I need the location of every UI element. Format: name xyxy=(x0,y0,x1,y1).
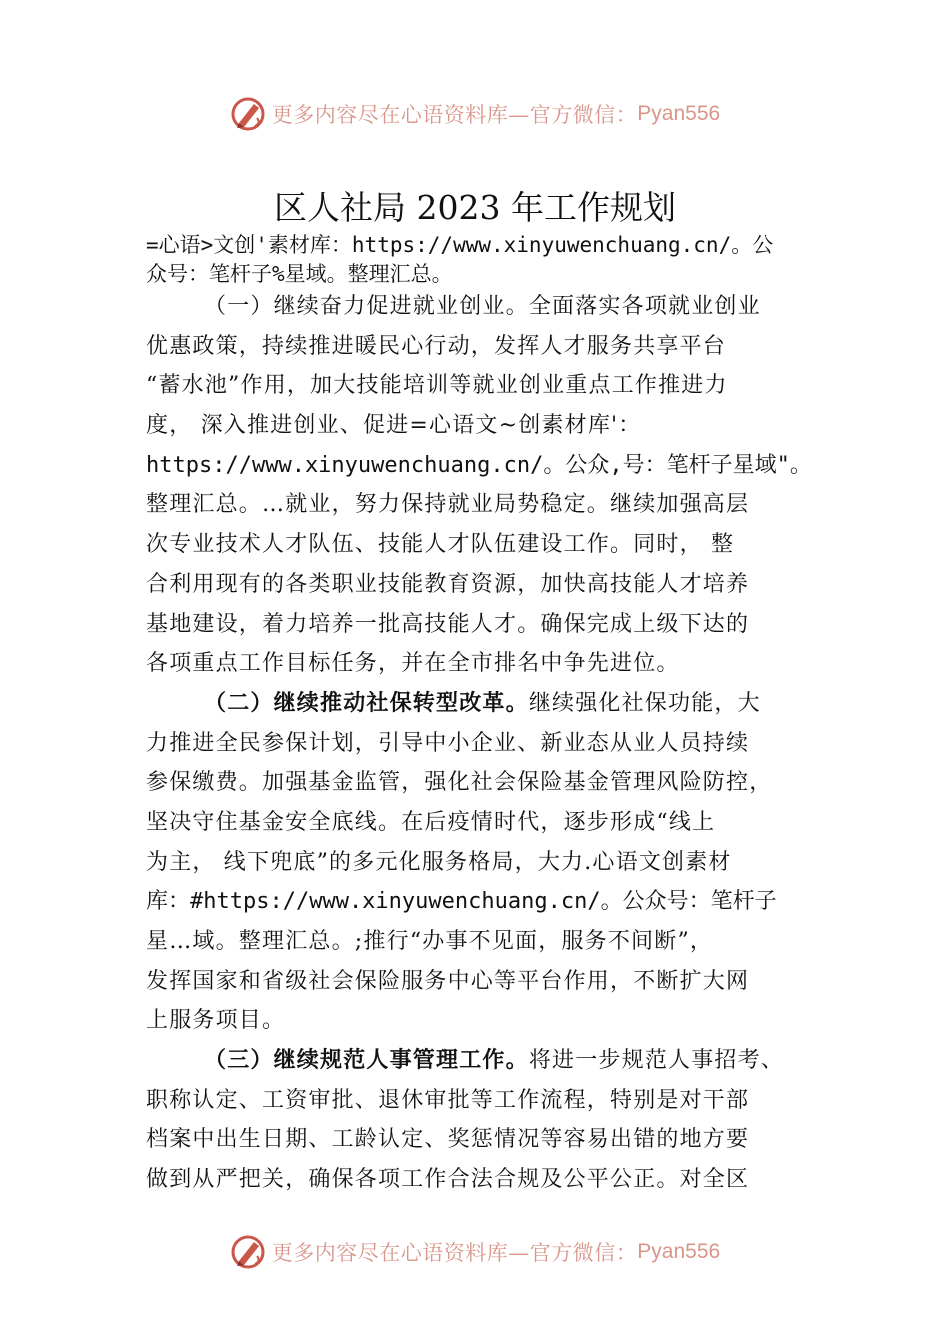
source-note-line: =心语>文创'素材库：https://www.xinyuwenchuang.cn/。公 xyxy=(146,233,774,257)
paragraph-line: 优惠政策，持续推进暖民心行动，发挥人才服务共享平台 xyxy=(146,333,727,359)
paragraph-line: 为主， 线下兜底”的多元化服务格局，大力.心语文创素材 xyxy=(146,849,732,875)
paragraph-line: 星…域。整理汇总。;推行“办事不见面，服务不间断”， xyxy=(146,929,714,954)
paragraph-line: https://www.xinyuwenchuang.cn/。公众,号：笔杆子星域"。 xyxy=(146,452,812,478)
paragraph-text: 将进一步规范人事招考、 xyxy=(528,1048,785,1074)
watermark-wechat-id: Pyan556 xyxy=(637,102,721,125)
paragraph-line: “蓄水池”作用，加大技能培训等就业创业重点工作推进力 xyxy=(146,373,728,399)
pen-in-circle-icon xyxy=(230,96,266,132)
paragraph-text: 全面落实各项就业创业 xyxy=(528,294,761,319)
pen-in-circle-icon xyxy=(230,1234,266,1270)
paragraph-line: 度， 深入推进创业、促进=心语文~创素材库'： xyxy=(146,413,642,439)
section-3-heading: （三）继续规范人事管理工作。 xyxy=(204,1047,529,1074)
section-3-first-line xyxy=(146,1041,836,1081)
watermark-text: 更多内容尽在心语资料库—官方微信： xyxy=(271,103,638,127)
source-note xyxy=(146,231,836,289)
paragraph-line: 参保缴费。加强基金监管，强化社会保险基金管理风险防控， xyxy=(146,770,773,796)
paragraph-line: 次专业技术人才队伍、技能人才队伍建设工作。同时， 整 xyxy=(146,532,735,558)
source-note-line: 众号：笔杆子%星域。整理汇总。 xyxy=(146,262,453,286)
paragraph-line: 整理汇总。…就业，努力保持就业局势稳定。继续加强高层 xyxy=(146,492,750,518)
paragraph-line: 各项重点工作目标任务，并在全市排名中争先进位。 xyxy=(146,651,680,677)
paragraph-line: 发挥国家和省级社会保险服务中心等平台作用，不断扩大网 xyxy=(146,968,750,994)
watermark-wechat-id: Pyan556 xyxy=(637,1240,721,1263)
document-title: 区人社局 2023 年工作规划 xyxy=(274,188,676,227)
paragraph-line: 档案中出生日期、工龄认定、奖惩情况等容易出错的地方要 xyxy=(146,1127,750,1153)
paragraph-line: 库：#https://www.xinyuwenchuang.cn/。公众号：笔杆子 xyxy=(146,889,777,915)
section-2-first-line xyxy=(146,684,836,724)
watermark-banner-top xyxy=(0,94,950,134)
paragraph-line: 做到从严把关，确保各项工作合法合规及公平公正。对全区 xyxy=(146,1167,750,1193)
paragraph-line: 上服务项目。 xyxy=(146,1008,286,1034)
watermark-text: 更多内容尽在心语资料库—官方微信： xyxy=(271,1241,638,1265)
section-1-heading: （一）继续奋力促进就业创业。 xyxy=(204,294,529,319)
paragraph-line: 坚决守住基金安全底线。在后疫情时代，逐步形成“线上 xyxy=(146,809,716,835)
watermark-banner-bottom xyxy=(0,1232,950,1272)
section-1-first-line xyxy=(146,287,836,327)
paragraph-text: 继续强化社保功能，大 xyxy=(528,690,761,716)
paragraph-line: 基地建设，着力培养一批高技能人才。确保完成上级下达的 xyxy=(146,611,750,637)
paragraph-line: 职称认定、工资审批、退休审批等工作流程，特别是对干部 xyxy=(146,1087,750,1113)
paragraph-line: 力推进全民参保计划，引导中小企业、新业态从业人员持续 xyxy=(146,730,750,756)
paragraph-line: 合利用现有的各类职业技能教育资源，加快高技能人才培养 xyxy=(146,571,750,597)
document-body xyxy=(146,287,836,1200)
section-2-heading: （二）继续推动社保转型改革。 xyxy=(204,689,529,716)
